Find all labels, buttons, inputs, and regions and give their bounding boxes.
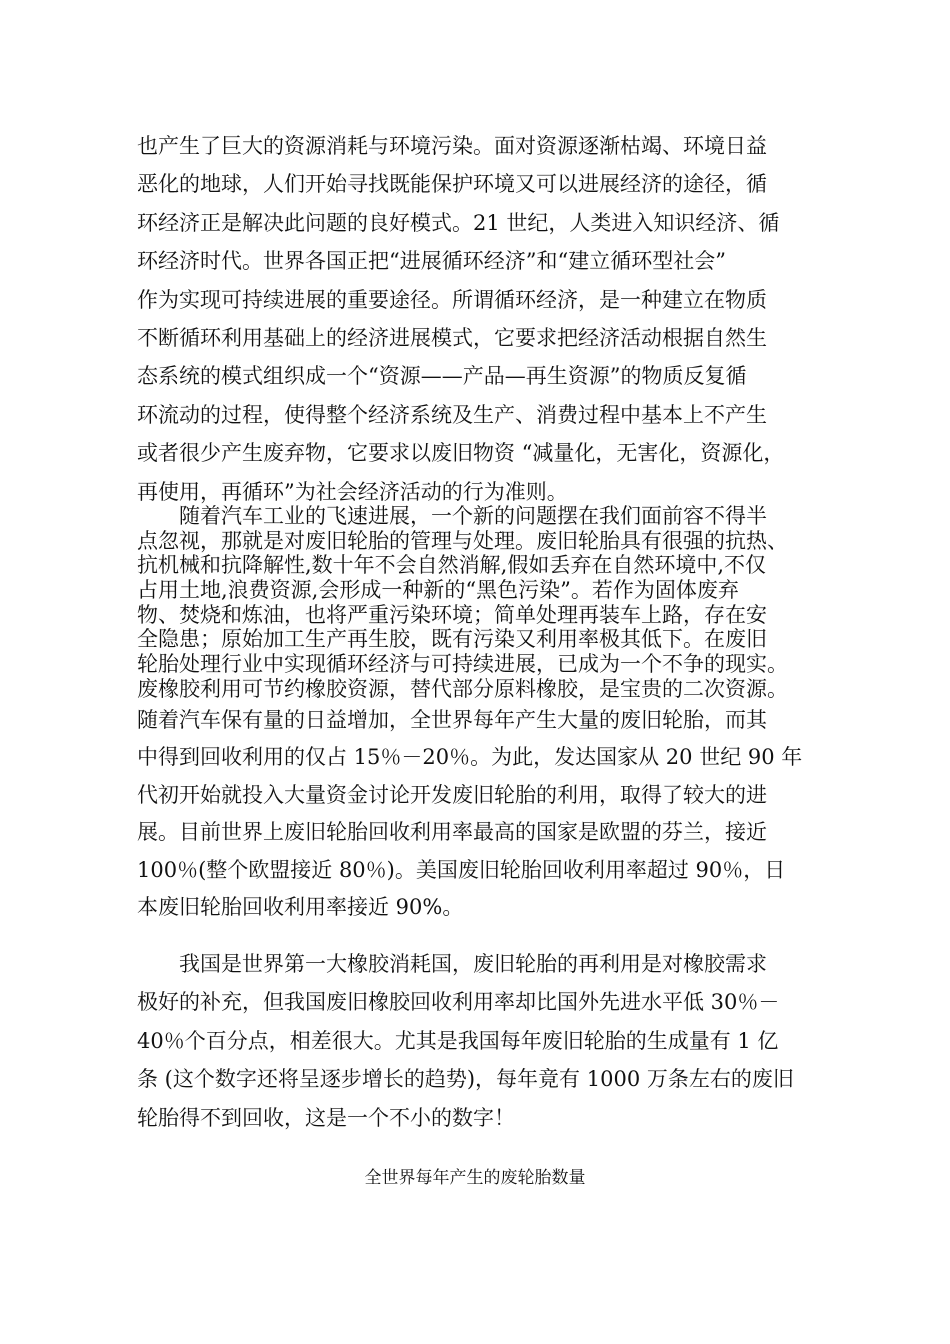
text-line: 点忽视，那就是对废旧轮胎的管理与处理。废旧轮胎具有很强的抗热、 [137, 528, 788, 553]
text-line: 代初开始就投入大量资金讨论开发废旧轮胎的利用，取得了较大的进 [137, 782, 767, 807]
text-line: 极好的补充，但我国废旧橡胶回收利用率却比国外先进水平低 30％－ [137, 990, 780, 1015]
text-line: 态系统的模式组织成一个“资源——产品—再生资源”的物质反复循 [137, 364, 747, 389]
text-line: 100％(整个欧盟接近 80％)。美国废旧轮胎回收利用率超过 90％，日 [137, 857, 786, 882]
text-line: 占用土地,浪费资源,会形成一种新的“黑色污染”。若作为固体废弃 [137, 578, 739, 603]
text-line: 抗机械和抗降解性,数十年不会自然消解,假如丢弃在自然环境中,不仅 [137, 553, 767, 578]
text-line: 也产生了巨大的资源消耗与环境污染。面对资源逐渐枯竭、环境日益 [137, 134, 767, 158]
paragraph-waste-tires [137, 504, 817, 927]
paragraph-china-rubber [137, 945, 817, 1137]
text-line: 随着汽车保有量的日益增加，全世界每年产生大量的废旧轮胎，而其 [137, 707, 767, 732]
paragraph-circular-economy [137, 127, 817, 511]
text-line: 本废旧轮胎回收利用率接近 90%。 [137, 895, 464, 920]
text-line: 轮胎得不到回收，这是一个不小的数字！ [137, 1105, 515, 1130]
text-line: 展。目前世界上废旧轮胎回收利用率最高的国家是欧盟的芬兰，接近 [137, 820, 767, 845]
text-line: 环经济时代。世界各国正把“进展循环经济”和“建立循环型社会” [137, 249, 726, 274]
text-line: 中得到回收利用的仅占 15％－20％。为此，发达国家从 20 世纪 90 年 [137, 745, 803, 770]
text-line: 再使用，再循环”为社会经济活动的行为准则。 [137, 479, 568, 504]
text-line: 环经济正是解决此问题的良好模式。21 世纪，人类进入知识经济、循 [137, 210, 780, 235]
text-line: 全隐患；原始加工生产再生胶，既有污染又利用率极其低下。在废旧 [137, 627, 767, 652]
text-line: 我国是世界第一大橡胶消耗国，废旧轮胎的再利用是对橡胶需求 [179, 952, 767, 976]
text-line: 恶化的地球，人们开始寻找既能保护环境又可以进展经济的途径，循 [137, 172, 767, 197]
text-line: 作为实现可持续进展的重要途径。所谓循环经济，是一种建立在物质 [137, 287, 767, 312]
text-line: 条 (这个数字还将呈逐步增长的趋势)，每年竟有 1000 万条左右的废旧 [137, 1067, 794, 1092]
text-line: 物、焚烧和炼油，也将严重污染环境；简单处理再装车上路，存在安 [137, 602, 767, 627]
text-line: 40％个百分点，相差很大。尤其是我国每年废旧轮胎的生成量有 1 亿 [137, 1028, 779, 1053]
text-line: 不断循环利用基础上的经济进展模式，它要求把经济活动根据自然生 [137, 325, 767, 350]
text-line: 环流动的过程，使得整个经济系统及生产、消费过程中基本上不产生 [137, 402, 767, 427]
figure-caption: 全世界每年产生的废轮胎数量 [364, 1168, 586, 1188]
text-line: 或者很少产生废弃物，它要求以废旧物资 “减量化，无害化，资源化， [137, 441, 785, 466]
text-line: 轮胎处理行业中实现循环经济与可持续进展，已成为一个不争的现实。 [137, 652, 788, 677]
text-line: 废橡胶利用可节约橡胶资源，替代部分原料橡胶，是宝贵的二次资源。 [137, 676, 788, 701]
text-line: 随着汽车工业的飞速进展，一个新的问题摆在我们面前容不得半 [179, 504, 767, 528]
